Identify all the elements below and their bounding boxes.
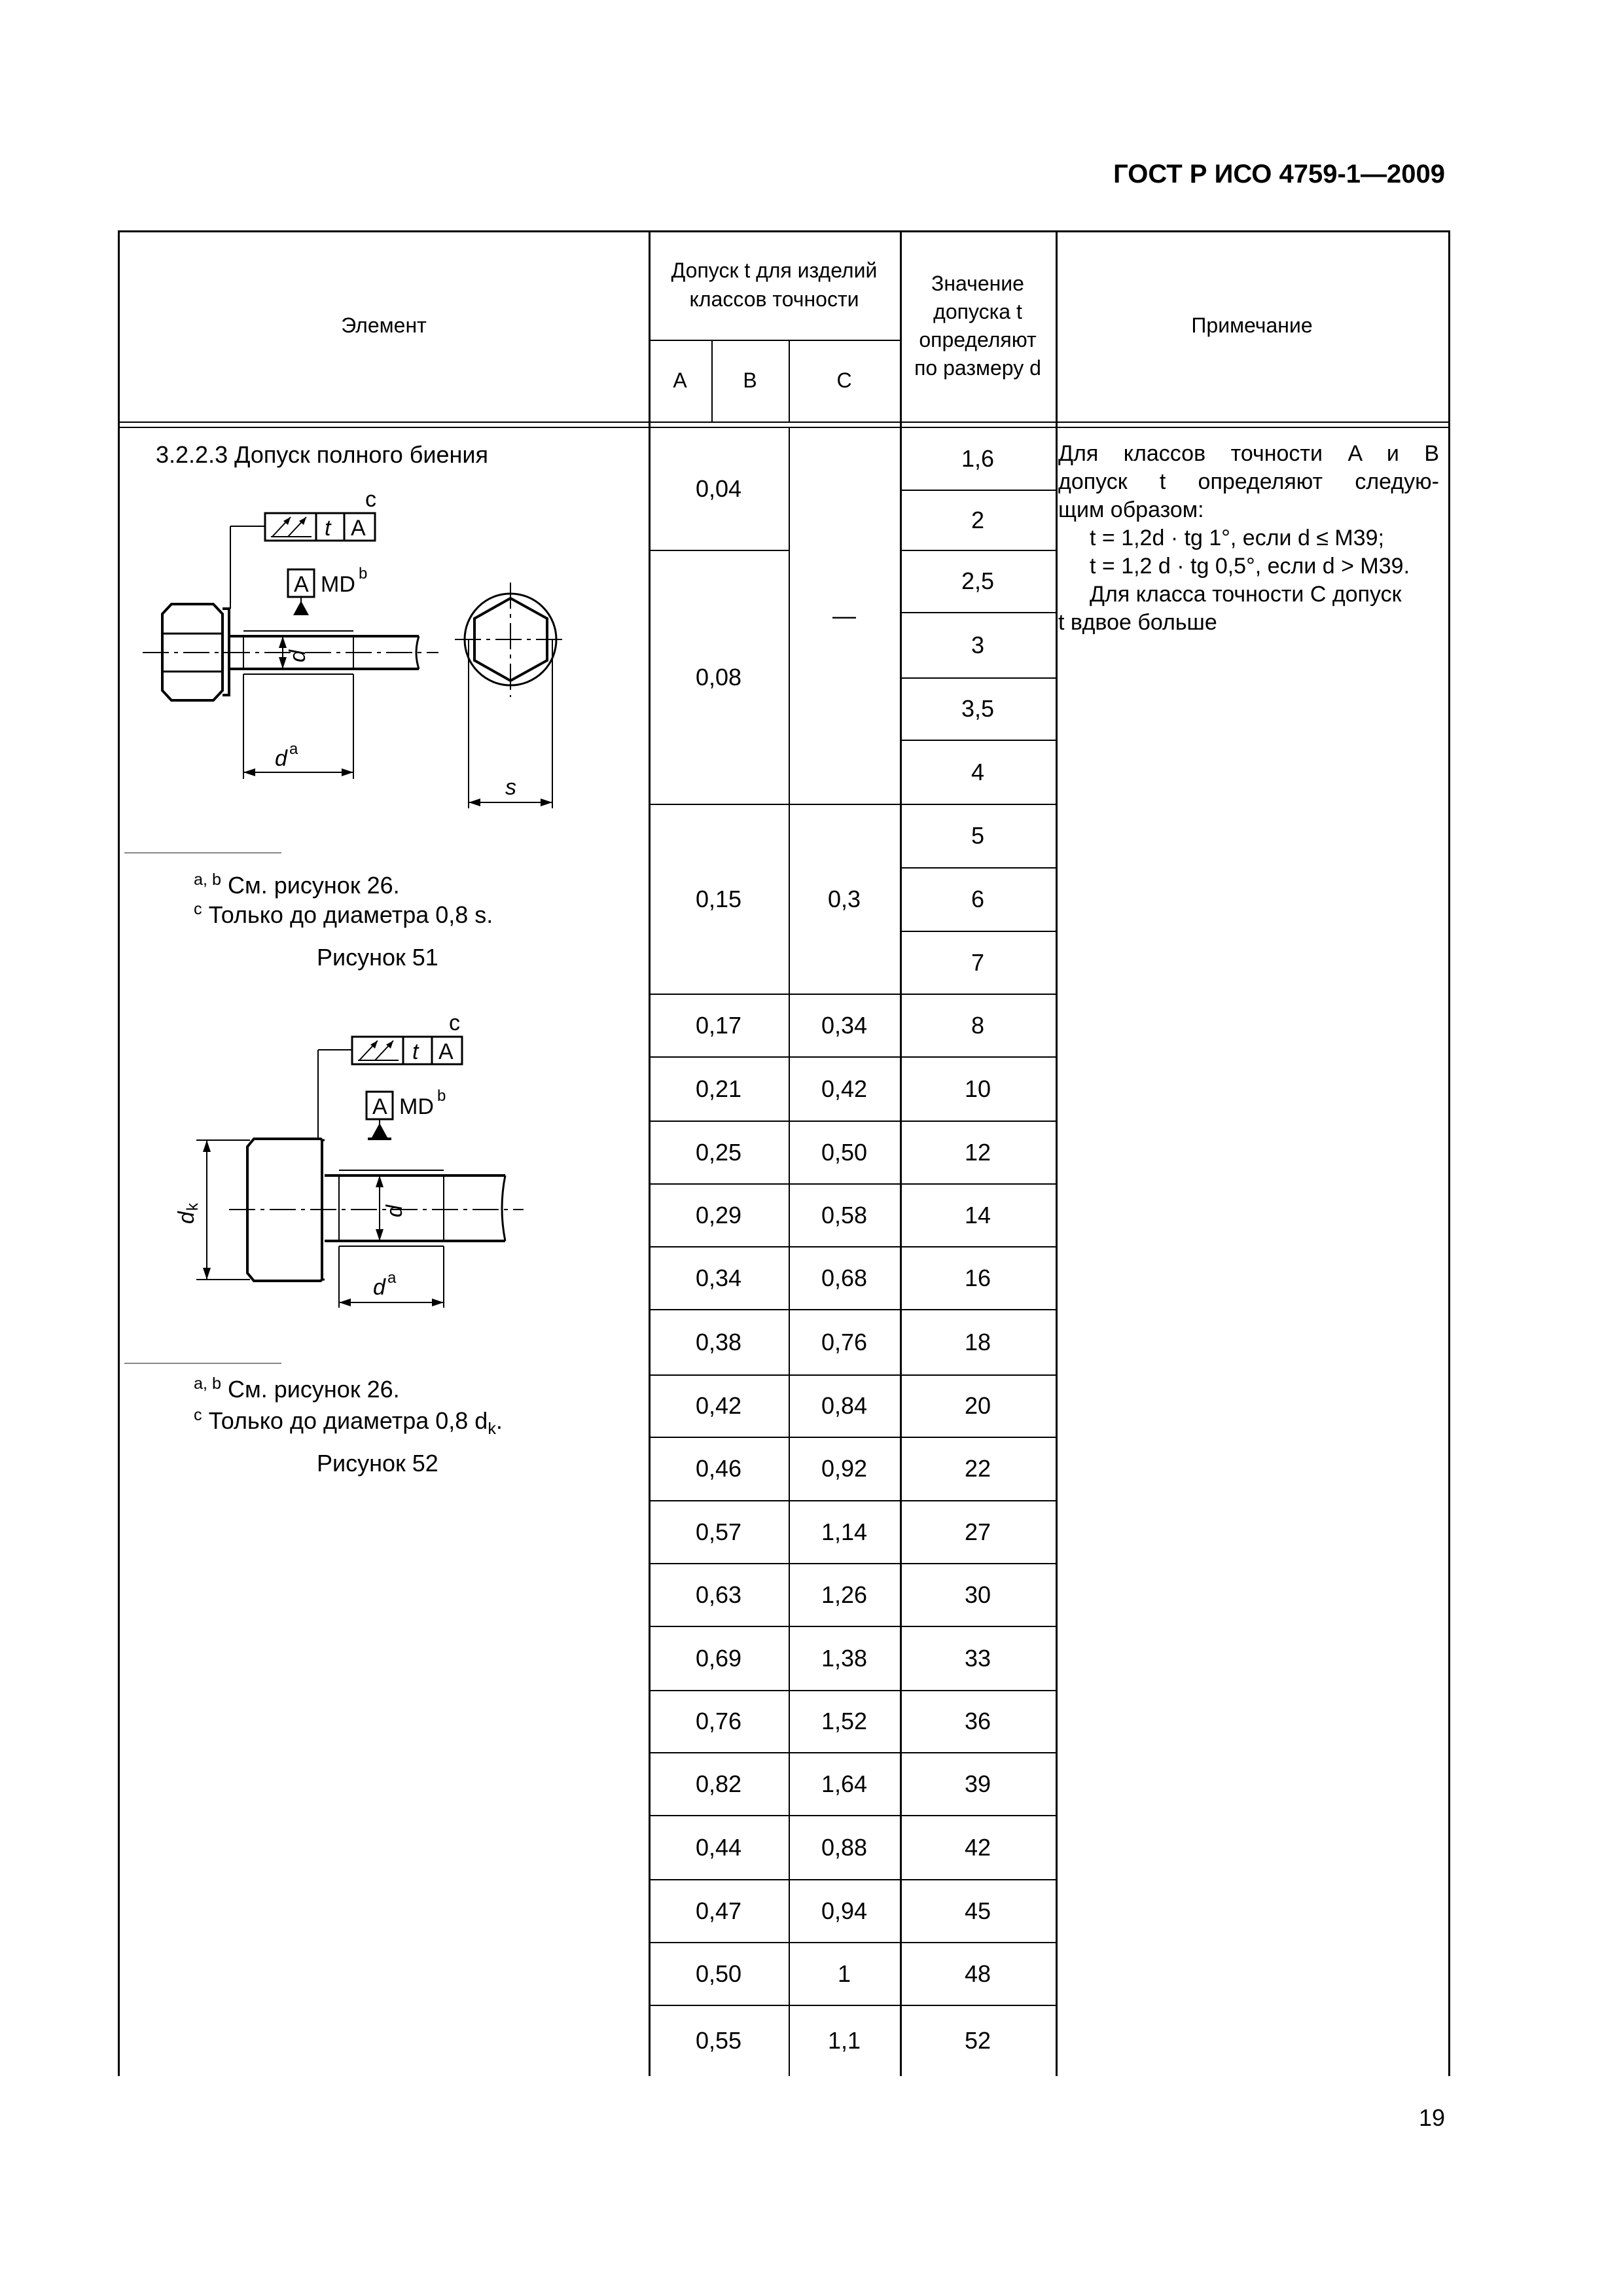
header-class-a: A [673, 368, 687, 392]
table-rule [1448, 230, 1450, 2076]
fig51-label-d: d [285, 650, 310, 662]
header-note: Примечание [1191, 314, 1313, 338]
c-cell: 1,1 [827, 2027, 861, 2054]
fig52-label-md: MD [399, 1094, 434, 1119]
fig52-label-datum: A [372, 1094, 387, 1119]
fig51-label-c: c [365, 487, 376, 512]
ab-cell: 0,25 [695, 1138, 742, 1166]
ab-cell: 0,38 [695, 1328, 742, 1355]
fig52-footnote-c-text: Только до диаметра 0,8 d [208, 1407, 488, 1434]
note-line: Для класса точности C допуск [1090, 582, 1402, 607]
d-cell: 10 [964, 1075, 991, 1102]
fig51-footnote-c-text: Только до диаметра 0,8 s. [208, 901, 493, 928]
fig51-label-datum: A [294, 572, 309, 597]
ab-cell: 0,46 [695, 1455, 742, 1482]
fig51-footnote-ab [194, 870, 400, 899]
fig51-footnote-c [194, 900, 493, 929]
fig52-footnote-ab [194, 1374, 400, 1403]
d-value-cell: 1,6 [961, 444, 995, 472]
fig51-caption: Рисунок 51 [317, 944, 438, 971]
table-rule [118, 230, 120, 2076]
d-cell: 12 [964, 1138, 991, 1166]
fig51-label-md: MD [321, 572, 355, 597]
fig52-footnote-ab-text: См. рисунок 26. [228, 1376, 400, 1403]
c-cell: 0,34 [821, 1011, 868, 1039]
c-merged-1: — [832, 601, 856, 629]
fig51-label-a: a [289, 740, 298, 758]
figure-51-drawing [131, 484, 628, 825]
d-cell: 45 [964, 1897, 991, 1924]
footnote-rule [124, 852, 281, 853]
d-cell: 16 [964, 1264, 991, 1291]
c-cell: 1,14 [821, 1518, 868, 1545]
fig52-label-d: d [382, 1205, 407, 1217]
c-merged-2: 0,3 [827, 885, 861, 912]
fig51-label-b: b [359, 565, 368, 583]
fig52-label-c: c [449, 1011, 460, 1035]
fig52-label-A: A [438, 1039, 454, 1064]
c-cell: 0,92 [821, 1455, 868, 1482]
header-tolerance-text: Допуск t для изделий классов точности [671, 259, 878, 311]
ab-merged-1: 0,04 [695, 475, 742, 502]
c-cell: 0,68 [821, 1264, 868, 1291]
fig52-footnote-c [194, 1406, 503, 1439]
d-cell: 39 [964, 1770, 991, 1797]
fig52-label-dk: d [174, 1211, 199, 1224]
c-cell: 0,84 [821, 1392, 868, 1419]
d-value-cell: 2 [971, 506, 985, 533]
fig52-footnote-c-mark: c [194, 1406, 202, 1424]
note-line: допуск t определяют следую- [1058, 469, 1439, 494]
ab-cell: 0,47 [695, 1897, 742, 1924]
d-cell: 42 [964, 1833, 991, 1861]
header-class-c: C [836, 368, 852, 392]
c-cell: 1 [837, 1960, 851, 1987]
fig52-footnote-ab-marks: a, b [194, 1374, 222, 1393]
d-cell: 52 [964, 2027, 991, 2054]
d-value-cell: 6 [971, 886, 985, 912]
d-cell: 20 [964, 1392, 991, 1419]
ab-cell: 0,55 [695, 2027, 742, 2054]
ab-cell: 0,17 [695, 1011, 742, 1039]
fig51-label-t: t [325, 516, 331, 541]
d-cell: 30 [964, 1581, 991, 1608]
header-tolerance [649, 230, 900, 340]
table-rule [1056, 230, 1058, 2076]
fig52-label-da: d [373, 1275, 385, 1300]
c-cell: 1,52 [821, 1708, 868, 1734]
fig51-label-da: d [275, 746, 287, 771]
note-line: Для классов точности A и B [1058, 441, 1439, 466]
fig51-footnote-c-mark: c [194, 900, 202, 918]
ab-cell: 0,57 [695, 1518, 742, 1545]
fig52-label-b: b [437, 1087, 446, 1105]
figure-52-drawing [131, 1001, 537, 1329]
header-class-b: B [743, 368, 757, 392]
ab-cell: 0,42 [695, 1392, 742, 1419]
ab-merged-3: 0,15 [695, 885, 742, 912]
fig52-label-t: t [412, 1039, 419, 1064]
header-element: Элемент [341, 314, 427, 338]
note-line: t = 1,2d · tg 1°, если d ≤ M39; [1090, 526, 1385, 550]
fig51-footnote-ab-text: См. рисунок 26. [228, 872, 400, 899]
note-line: t вдвое больше [1058, 610, 1217, 635]
standard-header: ГОСТ Р ИСО 4759-1—2009 [1113, 160, 1445, 188]
section-title: 3.2.2.3 Допуск полного биения [156, 441, 488, 468]
c-cell: 0,88 [821, 1833, 868, 1861]
d-cell: 33 [964, 1644, 991, 1672]
d-value-cell: 3,5 [961, 695, 995, 722]
ab-cell: 0,63 [695, 1581, 742, 1608]
ab-cell: 0,69 [695, 1644, 742, 1672]
note-line: t = 1,2 d · tg 0,5°, если d > M39. [1090, 554, 1410, 579]
note-text [1058, 440, 1439, 637]
header-value-text: Значение допуска t определяют по размеру d [914, 271, 1041, 380]
c-cell: 0,58 [821, 1201, 868, 1229]
ab-cell: 0,29 [695, 1201, 742, 1229]
ab-cell: 0,44 [695, 1833, 742, 1861]
d-cell: 36 [964, 1708, 991, 1734]
ab-cell: 0,50 [695, 1960, 742, 1987]
footnote-rule [124, 1363, 281, 1364]
fig52-label-a: a [387, 1269, 397, 1287]
d-value-cell: 4 [971, 758, 985, 785]
d-cell: 14 [964, 1201, 991, 1229]
d-value-cell: 2,5 [961, 567, 995, 594]
d-cell: 22 [964, 1455, 991, 1482]
note-line: щим образом: [1058, 497, 1204, 522]
ab-merged-2: 0,08 [695, 663, 742, 691]
header-value [900, 230, 1056, 422]
c-cell: 0,94 [821, 1897, 868, 1924]
fig51-footnote-ab-marks: a, b [194, 870, 222, 889]
c-cell: 1,64 [821, 1770, 868, 1797]
c-cell: 1,26 [821, 1581, 868, 1608]
table-rule [118, 422, 1450, 423]
fig52-footnote-c-sub: k [488, 1420, 496, 1439]
d-value-cell: 3 [971, 631, 985, 658]
fig52-label-k: k [184, 1203, 202, 1211]
ab-cell: 0,21 [695, 1075, 742, 1102]
c-cell: 0,76 [821, 1328, 868, 1355]
c-cell: 1,38 [821, 1644, 868, 1672]
c-cell: 0,42 [821, 1075, 868, 1102]
d-cell: 8 [971, 1011, 985, 1039]
d-cell: 27 [964, 1518, 991, 1545]
c-cell: 0,50 [821, 1138, 868, 1166]
d-cell: 18 [964, 1328, 991, 1355]
fig52-footnote-c-end: . [495, 1407, 503, 1434]
ab-cell: 0,34 [695, 1264, 742, 1291]
fig51-label-A: A [351, 516, 366, 541]
fig51-label-s: s [505, 775, 516, 800]
d-value-cell: 7 [971, 948, 985, 976]
ab-cell: 0,76 [695, 1708, 742, 1734]
page-number: 19 [1418, 2104, 1445, 2131]
d-value-cell: 5 [971, 822, 985, 849]
fig52-caption: Рисунок 52 [317, 1450, 438, 1477]
d-cell: 48 [964, 1960, 991, 1987]
ab-cell: 0,82 [695, 1770, 742, 1797]
